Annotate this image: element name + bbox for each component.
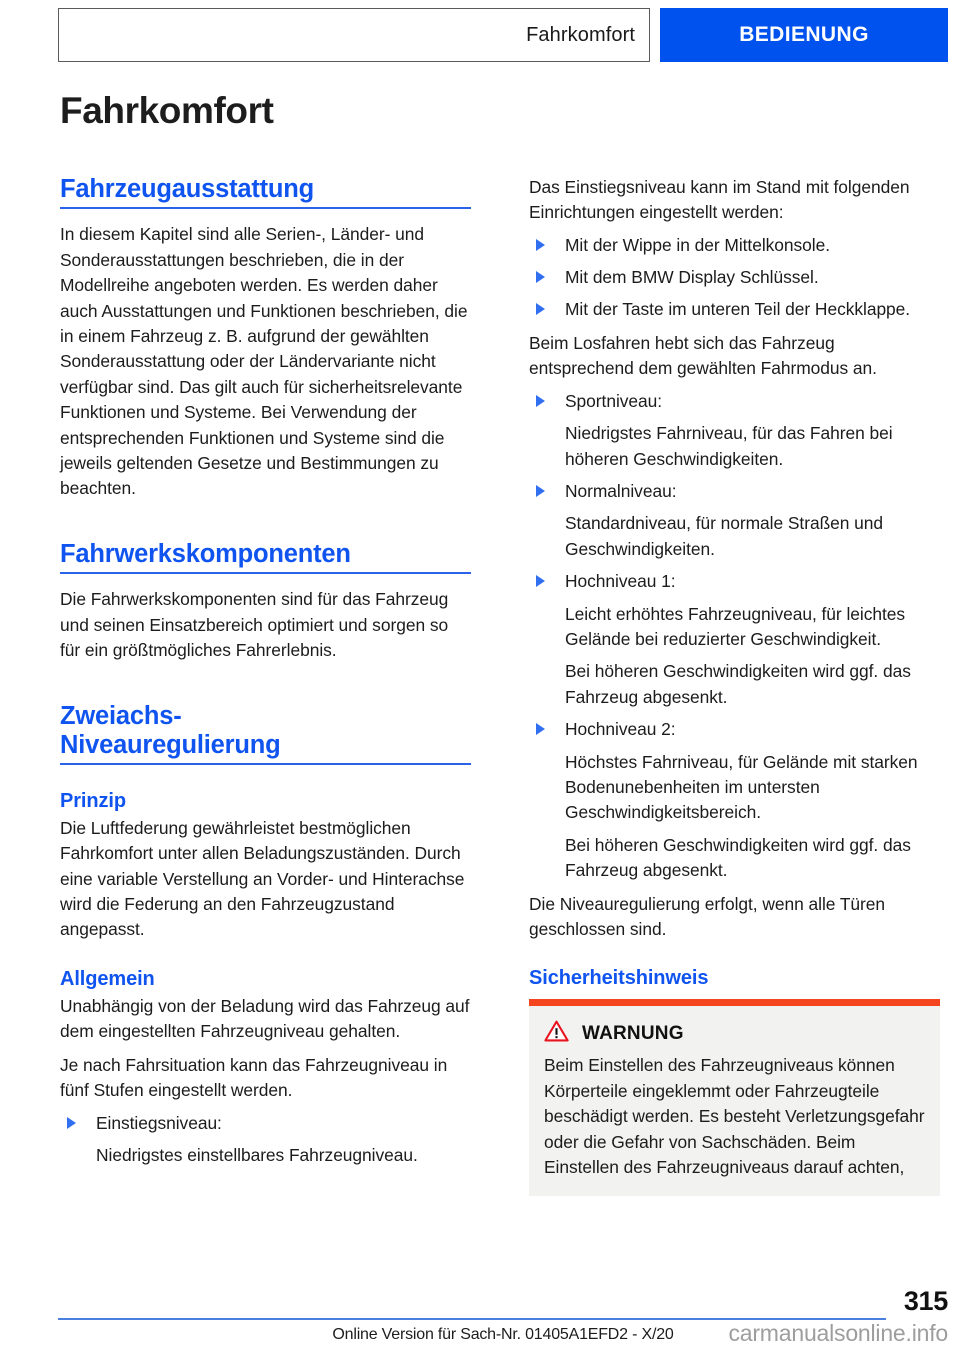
list-niveaus (529, 569, 940, 594)
spacer (60, 502, 471, 540)
list-item-detail: Höchstes Fahrniveau, für Gelände mit starken Bodenunebenheiten im untersten Geschwindigkeitsbereich. (565, 751, 918, 823)
paragraph-fahrzeugausstattung: In diesem Kapitel sind alle Serien-, Länder- und Sonderausstattungen beschrieben, die in der Modellreihe angeboten werden. Es werden daher auch Ausstattungen und Funktionen beschrieben, die in einem Fahrzeug z. B. aufgrund der gewählten Sonderausstattung oder der Ländervariante nicht verfügbar sind. Das gilt auch für sicherheitsrelevante Funktionen und Systeme. Bei Verwendung der entsprechenden Funktionen und Systeme sind die jeweils geltenden Gesetze und Bestimmungen zu beachten. (60, 224, 468, 499)
heading-allgemein: Allgemein (60, 967, 155, 990)
heading-prinzip: Prinzip (60, 789, 126, 812)
paragraph-allgemein-2: Je nach Fahrsituation kann das Fahrzeugniveau in fünf Stufen eingestellt werden. (60, 1054, 448, 1101)
heading-fahrzeugausstattung: Fahrzeugausstattung (60, 175, 471, 210)
paragraph-fahrwerkskomponenten: Die Fahrwerkskomponenten sind für das Fahrzeug und seinen Einsatzbereich optimiert und sorgen so für ein größtmögliches Fahrerlebnis. (60, 589, 449, 661)
spacer (529, 942, 940, 967)
list-item (529, 479, 940, 504)
warning-box (529, 999, 940, 1196)
warning-text: Beim Einstellen des Fahrzeugniveaus können Körperteile eingeklemmt oder Fahrzeugteile beschädigt werden. Es besteht Verletzungsgefahr oder die Gefahr von Sachschäden. Beim Einstellen des Fahrzeugniveaus darauf achten, (544, 1055, 925, 1178)
paragraph-allgemein-1: Unabhängig von der Beladung wird das Fahrzeug auf dem eingestellten Fahrzeugniveau gehalten. (60, 995, 470, 1042)
page-footer (58, 1284, 948, 1344)
list-item (60, 1111, 471, 1136)
heading-sicherheitshinweis: Sicherheitshinweis (529, 967, 709, 990)
chapter-title: Fahrkomfort (60, 90, 274, 131)
triangle-bullet-icon (536, 271, 545, 283)
list-item (529, 389, 940, 414)
heading-line-2: Niveauregulierung (60, 731, 281, 760)
heading-zweiachs-niveauregulierung (60, 702, 471, 765)
header-spacer (650, 8, 660, 62)
triangle-bullet-icon (536, 395, 545, 407)
paragraph-einstiegsniveau-intro: Das Einstiegsniveau kann im Stand mit folgenden Einrichtungen eingestellt werden: (529, 176, 910, 223)
spacer (60, 209, 471, 222)
list-item-detail: Leicht erhöhtes Fahrzeugniveau, für leichtes Gelände bei reduzierter Geschwindigkeit. (565, 603, 906, 649)
triangle-bullet-icon (536, 239, 545, 251)
list-item-label: Mit der Taste im unteren Teil der Heckklappe. (565, 299, 911, 320)
list-fahrzeugniveau-stufen (60, 1111, 471, 1136)
list-item-label: Mit der Wippe in der Mittelkonsole. (565, 234, 831, 255)
section-tab (660, 8, 948, 62)
list-item (529, 265, 940, 290)
paragraph-losfahren: Beim Losfahren hebt sich das Fahrzeug entsprechend dem gewählten Fahrmodus an. (529, 332, 877, 379)
spacer (60, 1045, 471, 1053)
spacer (60, 765, 471, 790)
list-item (529, 569, 940, 594)
list-item-detail: Bei höheren Geschwindigkeiten wird ggf. das Fahrzeug abgesenkt. (565, 834, 911, 881)
page-content (60, 92, 940, 1196)
triangle-bullet-icon (536, 303, 545, 315)
list-item-label: Mit dem BMW Display Schlüssel. (565, 267, 819, 288)
list-item-label: Sportniveau: (565, 390, 663, 411)
list-item (529, 297, 940, 322)
list-item-detail: Niedrigstes einstellbares Fahrzeugniveau. (96, 1144, 418, 1165)
list-item-detail: Standardniveau, für normale Straßen und Geschwindigkeiten. (565, 513, 884, 559)
list-item-label: Einstiegsniveau: (96, 1112, 222, 1133)
list-item-detail: Bei höheren Geschwindigkeiten wird ggf. das Fahrzeug abgesenkt. (565, 661, 911, 707)
spacer (529, 884, 940, 892)
warning-triangle-icon (544, 1020, 569, 1047)
paragraph-prinzip: Die Luftfederung gewährleistet bestmöglichen Fahrkomfort unter allen Beladungszuständen. Durch eine variable Verstellung an Vorder- und Hinterachse wird die Federung an den Fahrzeugzustand angepasst. (60, 817, 465, 940)
list-item (529, 717, 940, 742)
spacer (60, 574, 471, 587)
two-column-layout (60, 175, 940, 1197)
spacer (60, 943, 471, 968)
list-item-label: Hochniveau 1: (565, 571, 676, 592)
section-tab-label: BEDIENUNG (739, 23, 869, 46)
heading-fahrwerkskomponenten: Fahrwerkskomponenten (60, 540, 471, 575)
list-niveaus (529, 479, 940, 504)
right-column (529, 175, 940, 1197)
list-niveaus (529, 389, 940, 414)
page-number: 315 (903, 1286, 948, 1316)
heading-line-1: Zweiachs- (60, 701, 182, 730)
list-einrichtungen (529, 233, 940, 323)
list-item-label: Normalniveau: (565, 480, 677, 501)
watermark: carmanualsonline.info (728, 1320, 948, 1346)
triangle-bullet-icon (67, 1117, 76, 1129)
paragraph-closing: Die Niveauregulierung erfolgt, wenn alle Türen geschlossen sind. (529, 893, 886, 939)
triangle-bullet-icon (536, 723, 545, 735)
warning-header (544, 1020, 925, 1047)
warning-label: WARNUNG (582, 1022, 684, 1044)
list-item (529, 233, 940, 258)
list-niveaus (529, 717, 940, 742)
running-title: Fahrkomfort (526, 23, 635, 46)
running-header (58, 8, 948, 62)
online-version-note: Online Version für Sach-Nr. 01405A1EFD2 - X/20 (332, 1326, 674, 1343)
spacer (60, 664, 471, 702)
left-column (60, 175, 471, 1197)
spacer (529, 323, 940, 331)
triangle-bullet-icon (536, 575, 545, 587)
running-title-box (58, 8, 650, 62)
list-item-detail: Niedrigstes Fahrniveau, für das Fahren bei höheren Geschwindigkeiten. (565, 423, 893, 469)
triangle-bullet-icon (536, 485, 545, 497)
list-item-label: Hochniveau 2: (565, 719, 676, 740)
